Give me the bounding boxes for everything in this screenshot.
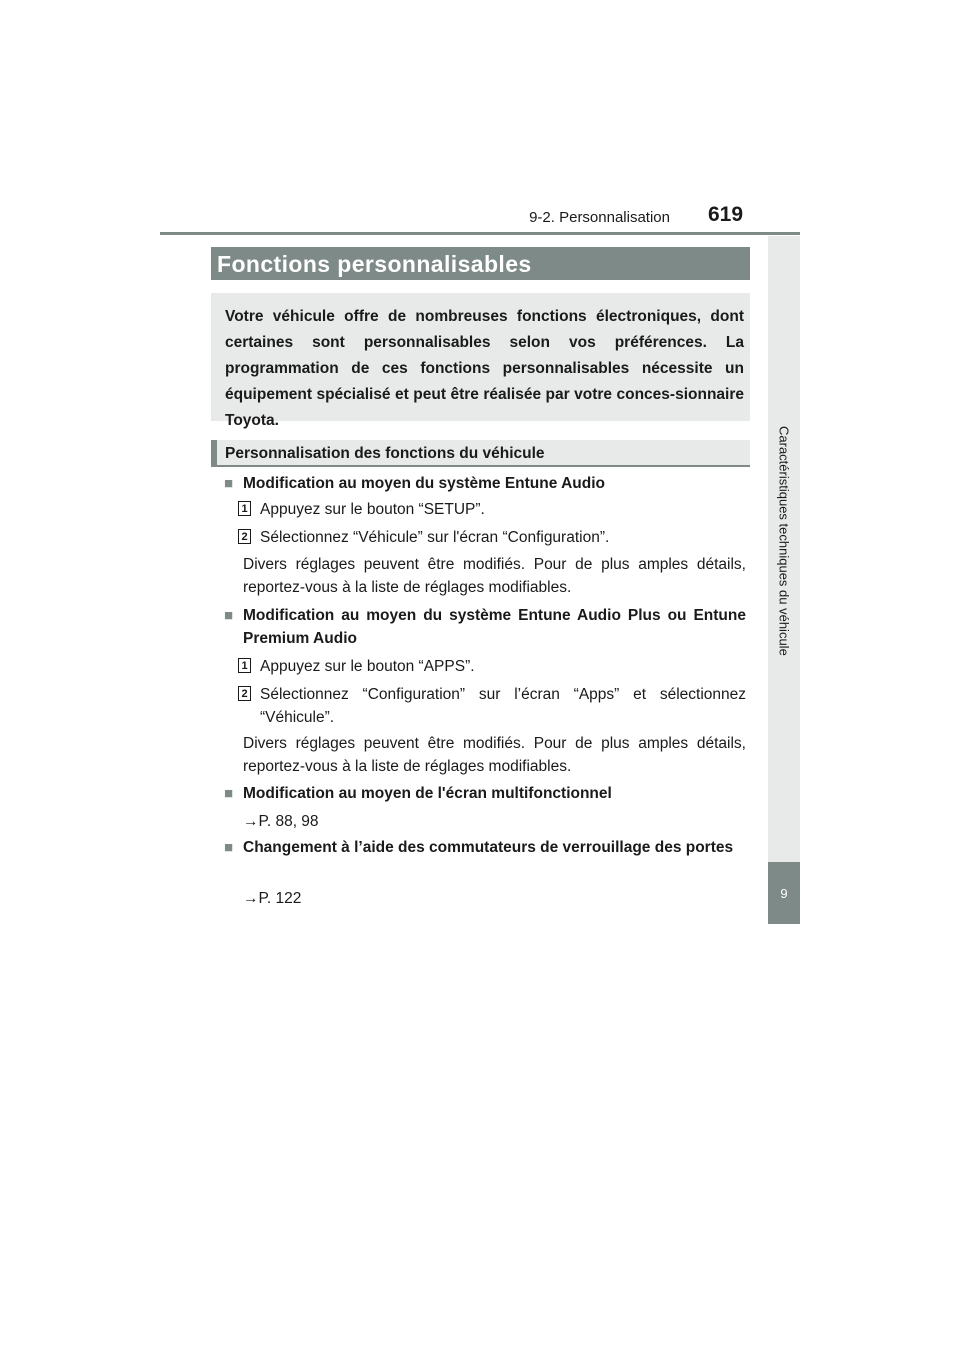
section-title-bar — [211, 247, 750, 280]
chapter-side-tab — [768, 236, 800, 924]
page-reference-link[interactable]: →P. 88, 98 — [243, 813, 319, 830]
intro-box — [211, 293, 750, 429]
step-number-badge: 1 — [238, 658, 251, 673]
item-heading: Modification au moyen de l'écran multifonctionnel — [243, 785, 612, 802]
bullet-icon: ■ — [224, 607, 234, 624]
page-number: 619 — [708, 203, 744, 226]
section-title: Fonctions personnalisables — [217, 251, 532, 277]
step-number-badge: 2 — [238, 529, 251, 544]
item-note: Divers réglages peuvent être modifiés. Pour de plus amples détails, reportez-vous à la liste de réglages modifiables. — [243, 735, 746, 775]
step-number-badge: 1 — [238, 501, 251, 516]
step-number-badge: 2 — [238, 686, 251, 701]
header-section-title: 9-2. Personnalisation — [529, 209, 670, 226]
item-heading: Modification au moyen du système Entune Audio Plus ou Entune Premium Audio — [243, 607, 746, 647]
bullet-icon: ■ — [224, 839, 234, 856]
item-note: Divers réglages peuvent être modifiés. Pour de plus amples détails, reportez-vous à la liste de réglages modifiables. — [243, 556, 746, 596]
bullet-icon: ■ — [224, 785, 234, 802]
page-reference-link[interactable]: →P. 122 — [243, 890, 302, 907]
item-heading: Modification au moyen du système Entune Audio — [243, 475, 605, 492]
subsection-title: Personnalisation des fonctions du véhicule — [225, 445, 545, 462]
header-divider — [160, 232, 800, 235]
step-text: Appuyez sur le bouton “SETUP”. — [260, 501, 485, 518]
chapter-tab-number: 9 — [768, 862, 800, 924]
step-text: Sélectionnez “Configuration” sur l’écran “Apps” et sélectionnez “Véhicule”. — [260, 686, 746, 726]
intro-text: Votre véhicule offre de nombreuses fonctions électroniques, dont certaines sont personnalisables selon vos préférences. La programmation de ces fonctions personnalisables nécessite un équipement spécialisé et peut être réalisée par votre conces-sionnaire Toyota. — [225, 308, 744, 429]
bullet-icon: ■ — [224, 475, 234, 492]
step-text: Appuyez sur le bouton “APPS”. — [260, 658, 475, 675]
subsection-heading — [211, 440, 750, 467]
chapter-tab-label: Caractéristiques techniques du véhicule — [776, 426, 792, 656]
item-heading: Changement à l’aide des commutateurs de verrouillage des portes — [243, 839, 734, 856]
step-text: Sélectionnez “Véhicule” sur l'écran “Configuration”. — [260, 529, 610, 546]
